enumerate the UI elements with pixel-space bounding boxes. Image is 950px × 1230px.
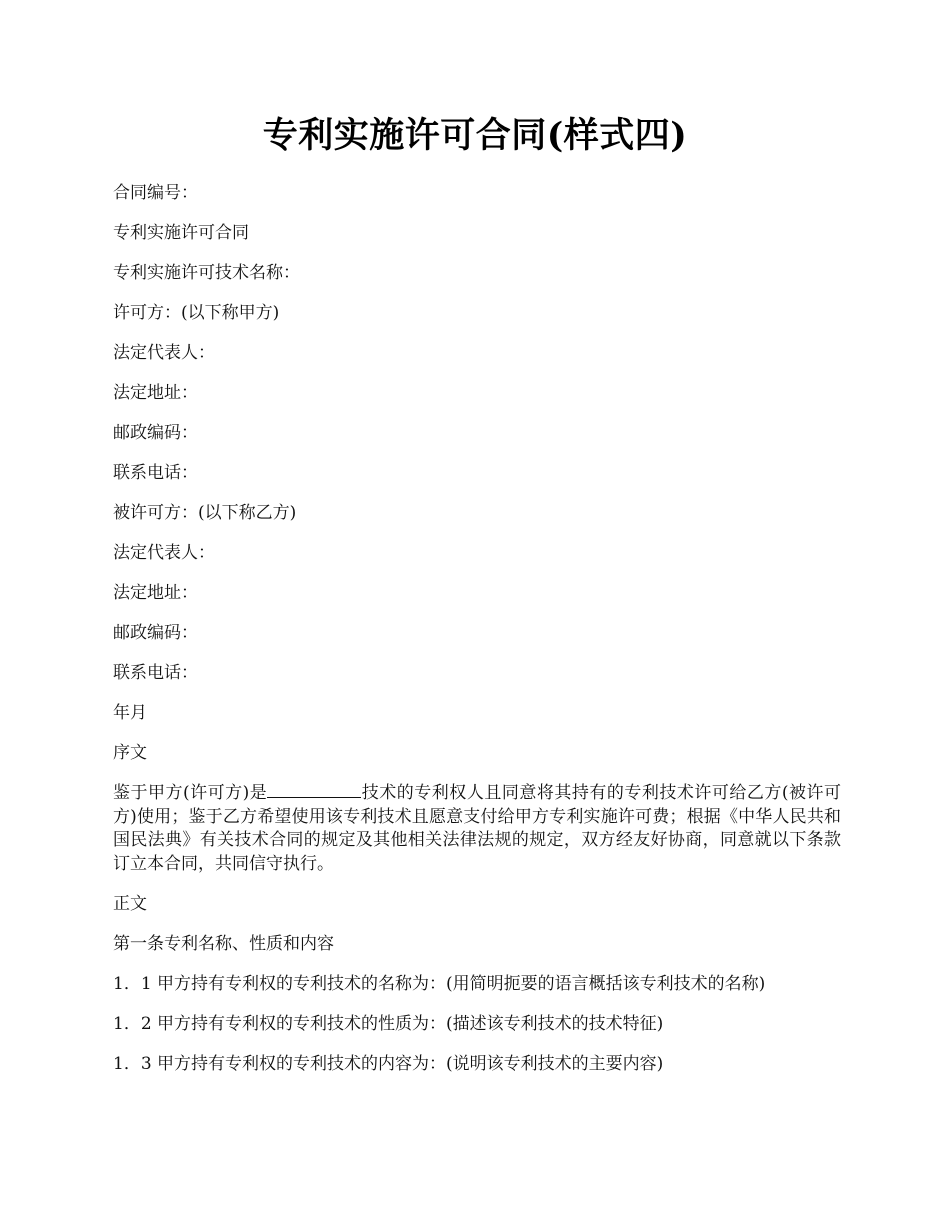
licensee-postcode-line: 邮政编码： [113, 623, 198, 643]
licensor-postcode-line: 邮政编码： [113, 423, 198, 443]
licensee-address-line: 法定地址： [113, 583, 198, 603]
licensor-representative-line: 法定代表人： [113, 343, 215, 363]
licensee-representative-line: 法定代表人： [113, 543, 215, 563]
licensor-phone-line: 联系电话： [113, 463, 198, 483]
licensee-phone-line: 联系电话： [113, 663, 198, 683]
licensor-address-line: 法定地址： [113, 383, 198, 403]
preamble-paragraph [113, 781, 841, 876]
preamble-text-start: 鉴于甲方(许可方)是 [113, 783, 268, 803]
main-body-heading: 正文 [113, 894, 147, 914]
preamble-blank [267, 781, 361, 798]
contract-number-line: 合同编号： [113, 183, 198, 203]
document-title: 专利实施许可合同(样式四) [262, 115, 688, 156]
preamble-heading: 序文 [113, 743, 147, 763]
licensor-line: 许可方：(以下称甲方) [113, 303, 280, 323]
clause-1-3: 1．3 甲方持有专利权的专利技术的内容为：(说明该专利技术的主要内容) [113, 1054, 664, 1074]
clause-1-1: 1．1 甲方持有专利权的专利技术的名称为：(用简明扼要的语言概括该专利技术的名称) [113, 974, 766, 994]
contract-name-line: 专利实施许可合同 [113, 223, 249, 243]
date-line: 年月 [113, 703, 147, 723]
technology-name-line: 专利实施许可技术名称： [113, 263, 300, 283]
article-one-heading: 第一条专利名称、性质和内容 [113, 934, 334, 954]
document-body [113, 181, 841, 1092]
clause-1-2: 1．2 甲方持有专利权的专利技术的性质为：(描述该专利技术的技术特征) [113, 1014, 664, 1034]
preamble-text-end: 技术的专利权人且同意将其持有的专利技术许可给乙方(被许可方)使用；鉴于乙方希望使用该专利技术且愿意支付给甲方专利实施许可费；根据《中华人民共和国民法典》有关技术合同的规定及其他相关法律法规的规定，双方经友好协商，同意就以下条款订立本合同，共同信守执行。 [113, 783, 841, 874]
licensee-line: 被许可方：(以下称乙方) [113, 503, 297, 523]
